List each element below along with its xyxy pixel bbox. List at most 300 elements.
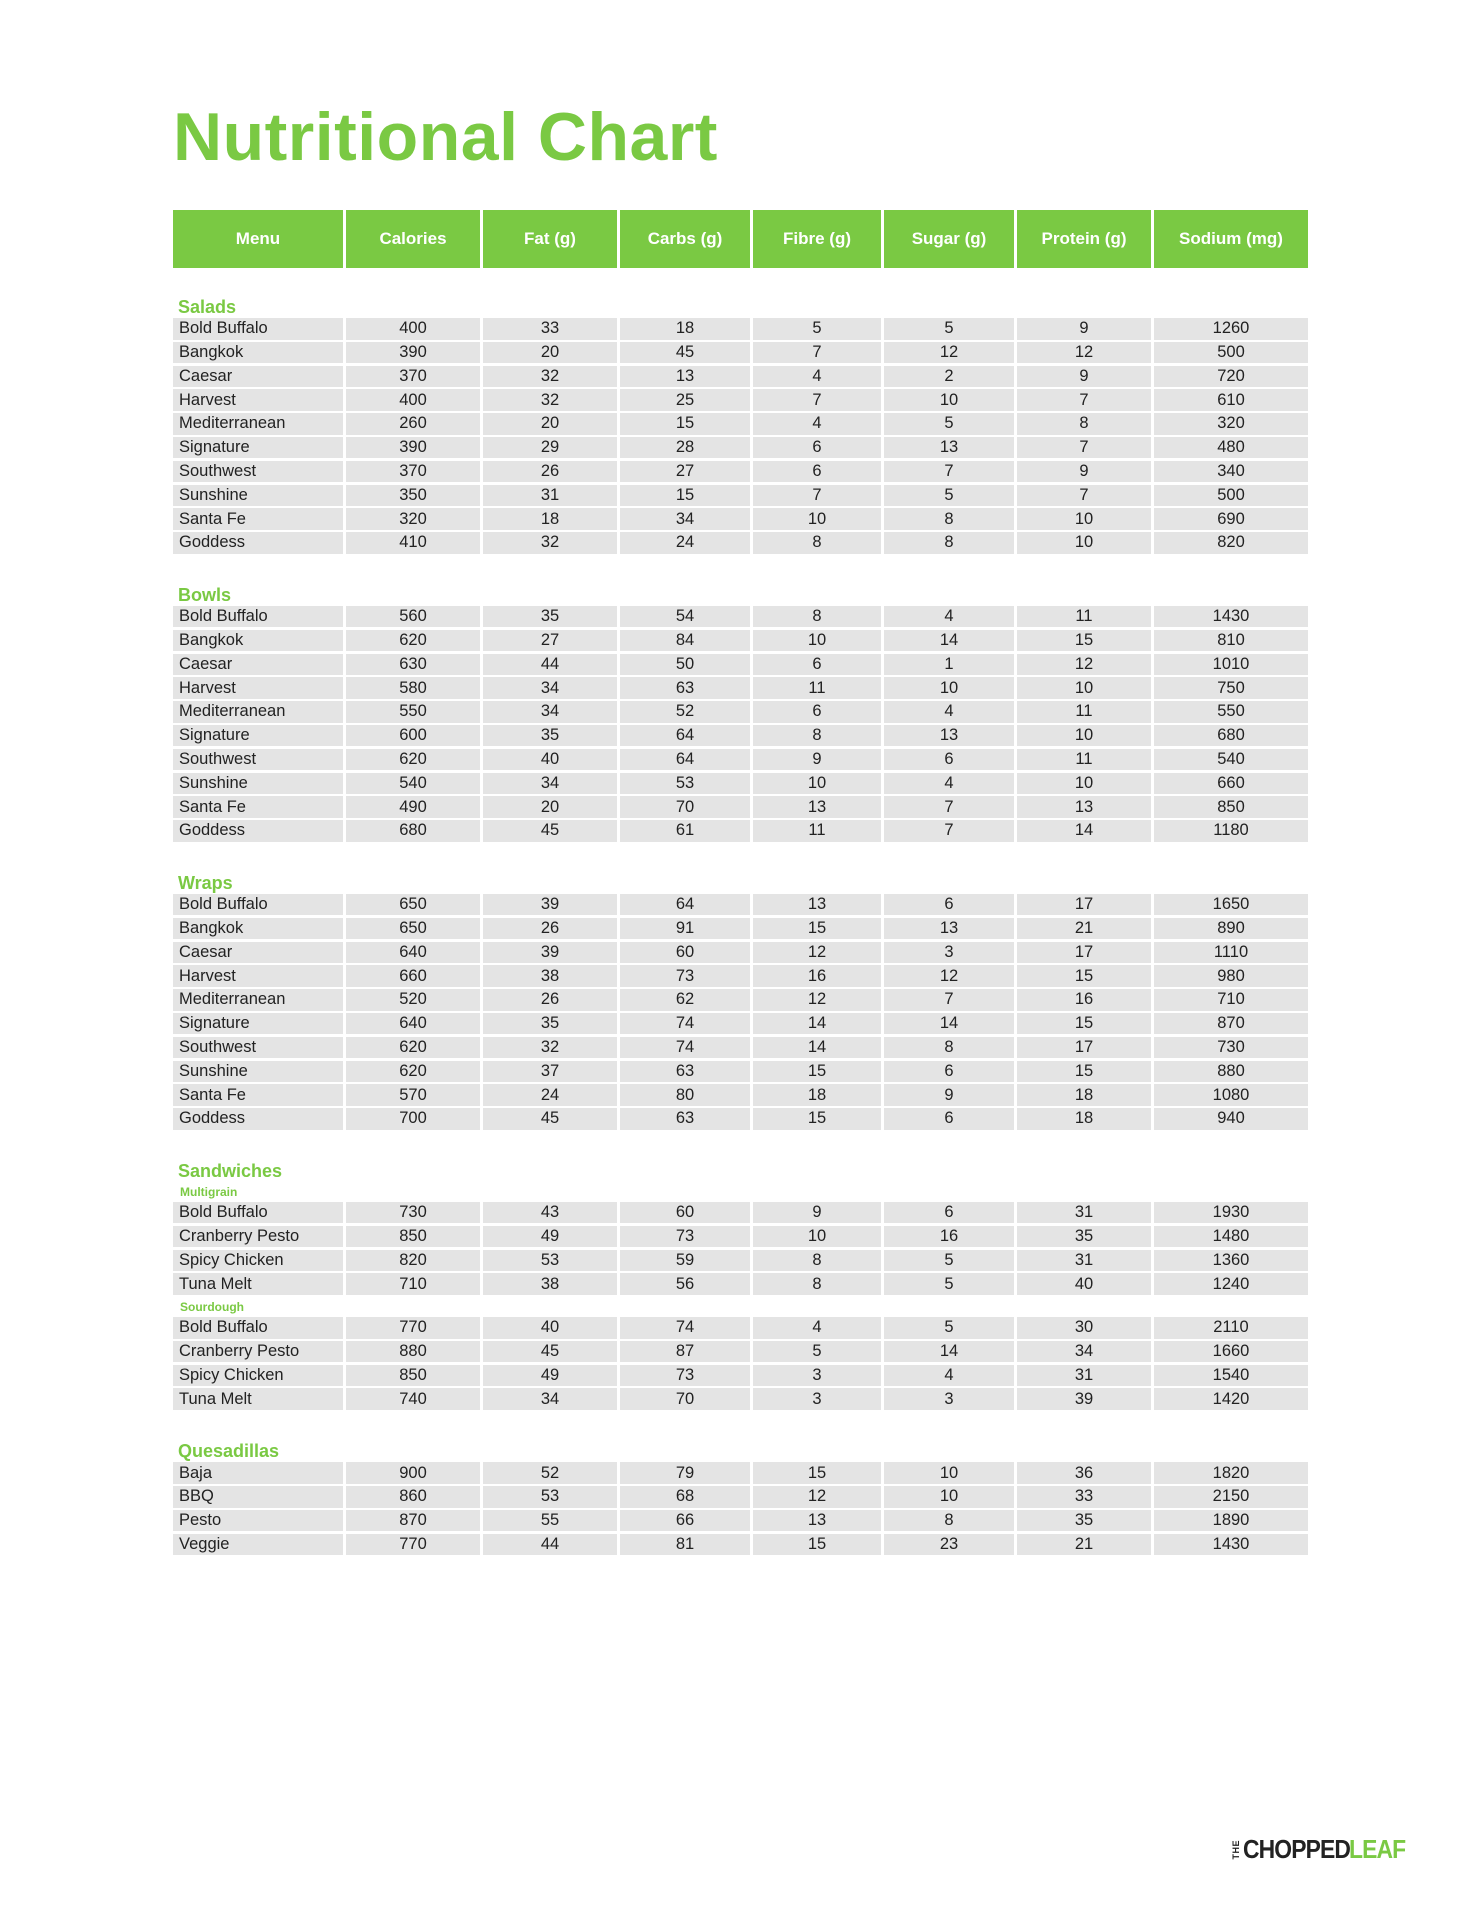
table-cell: 14 xyxy=(753,1013,881,1035)
menu-item-name: Sunshine xyxy=(173,1061,343,1083)
table-cell: 540 xyxy=(1154,749,1308,771)
table-cell: 6 xyxy=(884,894,1014,916)
table-cell: 710 xyxy=(1154,989,1308,1011)
section-title-salads: Salads xyxy=(178,297,237,317)
table-cell: 15 xyxy=(1017,1013,1151,1035)
table-cell: 35 xyxy=(483,1013,617,1035)
table-cell: 490 xyxy=(346,796,480,818)
table-cell: 7 xyxy=(1017,485,1151,507)
table-cell: 1080 xyxy=(1154,1084,1308,1106)
table-cell: 4 xyxy=(884,701,1014,723)
table-cell: 55 xyxy=(483,1510,617,1532)
table-cell: 7 xyxy=(884,989,1014,1011)
table-cell: 410 xyxy=(346,532,480,554)
column-header-2: Fat (g) xyxy=(483,210,617,268)
table-cell: 14 xyxy=(753,1037,881,1059)
table-cell: 680 xyxy=(346,820,480,842)
menu-item-name: Southwest xyxy=(173,1037,343,1059)
table-cell: 8 xyxy=(1017,413,1151,435)
table-cell: 370 xyxy=(346,366,480,388)
table-cell: 14 xyxy=(884,1341,1014,1363)
table-cell: 6 xyxy=(884,1202,1014,1224)
table-cell: 1420 xyxy=(1154,1388,1308,1410)
table-cell: 34 xyxy=(620,508,750,530)
table-cell: 1930 xyxy=(1154,1202,1308,1224)
table-cell: 15 xyxy=(620,485,750,507)
table-cell: 15 xyxy=(1017,965,1151,987)
table-cell: 73 xyxy=(620,965,750,987)
table-cell: 850 xyxy=(346,1226,480,1248)
table-cell: 4 xyxy=(884,773,1014,795)
logo-chopped-text: CHOPPED xyxy=(1243,1834,1350,1864)
table-cell: 10 xyxy=(884,389,1014,411)
table-cell: 50 xyxy=(620,654,750,676)
table-cell: 17 xyxy=(1017,942,1151,964)
table-cell: 10 xyxy=(884,1486,1014,1508)
menu-item-name: Bold Buffalo xyxy=(173,1317,343,1339)
table-cell: 70 xyxy=(620,1388,750,1410)
table-cell: 39 xyxy=(483,942,617,964)
table-cell: 8 xyxy=(753,532,881,554)
table-cell: 70 xyxy=(620,796,750,818)
table-cell: 650 xyxy=(346,918,480,940)
table-cell: 710 xyxy=(346,1273,480,1295)
table-cell: 28 xyxy=(620,437,750,459)
table-cell: 17 xyxy=(1017,1037,1151,1059)
table-cell: 660 xyxy=(1154,773,1308,795)
table-cell: 64 xyxy=(620,749,750,771)
logo-leaf-text: LEAF xyxy=(1348,1834,1405,1864)
table-cell: 350 xyxy=(346,485,480,507)
table-cell: 25 xyxy=(620,389,750,411)
table-cell: 18 xyxy=(1017,1108,1151,1130)
table-cell: 10 xyxy=(753,773,881,795)
subsection-title-sourdough: Sourdough xyxy=(180,1300,244,1315)
table-cell: 7 xyxy=(884,820,1014,842)
table-cell: 320 xyxy=(346,508,480,530)
table-cell: 26 xyxy=(483,918,617,940)
table-cell: 9 xyxy=(884,1084,1014,1106)
table-cell: 16 xyxy=(753,965,881,987)
menu-item-name: Mediterranean xyxy=(173,701,343,723)
table-cell: 60 xyxy=(620,942,750,964)
table-cell: 860 xyxy=(346,1486,480,1508)
table-cell: 820 xyxy=(346,1250,480,1272)
table-cell: 20 xyxy=(483,796,617,818)
table-cell: 15 xyxy=(753,1462,881,1484)
column-header-6: Protein (g) xyxy=(1017,210,1151,268)
table-cell: 32 xyxy=(483,389,617,411)
menu-item-name: Spicy Chicken xyxy=(173,1365,343,1387)
table-cell: 850 xyxy=(1154,796,1308,818)
table-cell: 5 xyxy=(884,413,1014,435)
table-cell: 40 xyxy=(1017,1273,1151,1295)
table-cell: 940 xyxy=(1154,1108,1308,1130)
table-cell: 870 xyxy=(1154,1013,1308,1035)
table-cell: 68 xyxy=(620,1486,750,1508)
table-cell: 7 xyxy=(1017,389,1151,411)
table-cell: 8 xyxy=(884,532,1014,554)
table-cell: 8 xyxy=(884,1510,1014,1532)
column-header-7: Sodium (mg) xyxy=(1154,210,1308,268)
table-cell: 10 xyxy=(1017,773,1151,795)
table-cell: 620 xyxy=(346,1061,480,1083)
table-cell: 1650 xyxy=(1154,894,1308,916)
table-cell: 37 xyxy=(483,1061,617,1083)
table-cell: 87 xyxy=(620,1341,750,1363)
table-cell: 13 xyxy=(884,918,1014,940)
table-cell: 8 xyxy=(753,725,881,747)
table-cell: 32 xyxy=(483,532,617,554)
table-cell: 400 xyxy=(346,318,480,340)
table-cell: 500 xyxy=(1154,485,1308,507)
table-cell: 60 xyxy=(620,1202,750,1224)
table-cell: 26 xyxy=(483,461,617,483)
table-cell: 39 xyxy=(483,894,617,916)
table-cell: 680 xyxy=(1154,725,1308,747)
table-cell: 21 xyxy=(1017,918,1151,940)
table-cell: 12 xyxy=(884,342,1014,364)
table-cell: 9 xyxy=(1017,366,1151,388)
table-cell: 5 xyxy=(884,1250,1014,1272)
table-cell: 390 xyxy=(346,437,480,459)
table-cell: 35 xyxy=(483,725,617,747)
table-cell: 1240 xyxy=(1154,1273,1308,1295)
table-cell: 53 xyxy=(483,1250,617,1272)
table-cell: 81 xyxy=(620,1534,750,1556)
table-cell: 7 xyxy=(753,389,881,411)
column-header-1: Calories xyxy=(346,210,480,268)
table-cell: 1 xyxy=(884,654,1014,676)
nutrition-table xyxy=(173,210,1308,1557)
section-title-sandwiches: Sandwiches xyxy=(178,1160,283,1181)
table-cell: 20 xyxy=(483,413,617,435)
table-cell: 35 xyxy=(483,606,617,628)
table-cell: 91 xyxy=(620,918,750,940)
table-cell: 32 xyxy=(483,1037,617,1059)
table-cell: 30 xyxy=(1017,1317,1151,1339)
table-cell: 10 xyxy=(1017,508,1151,530)
table-cell: 6 xyxy=(753,654,881,676)
table-cell: 79 xyxy=(620,1462,750,1484)
table-cell: 12 xyxy=(753,1486,881,1508)
table-cell: 8 xyxy=(753,606,881,628)
table-cell: 53 xyxy=(483,1486,617,1508)
table-cell: 6 xyxy=(884,749,1014,771)
table-cell: 770 xyxy=(346,1317,480,1339)
table-cell: 2110 xyxy=(1154,1317,1308,1339)
table-cell: 1110 xyxy=(1154,942,1308,964)
table-cell: 14 xyxy=(1017,820,1151,842)
table-cell: 17 xyxy=(1017,894,1151,916)
table-cell: 18 xyxy=(1017,1084,1151,1106)
table-cell: 43 xyxy=(483,1202,617,1224)
table-cell: 56 xyxy=(620,1273,750,1295)
table-cell: 39 xyxy=(1017,1388,1151,1410)
menu-item-name: Southwest xyxy=(173,749,343,771)
table-cell: 16 xyxy=(1017,989,1151,1011)
menu-item-name: Bangkok xyxy=(173,342,343,364)
section-spacer xyxy=(173,268,1308,292)
table-cell: 26 xyxy=(483,989,617,1011)
menu-item-name: Harvest xyxy=(173,677,343,699)
table-cell: 1890 xyxy=(1154,1510,1308,1532)
table-cell: 13 xyxy=(753,894,881,916)
menu-item-name: BBQ xyxy=(173,1486,343,1508)
table-cell: 24 xyxy=(620,532,750,554)
table-cell: 5 xyxy=(884,485,1014,507)
table-cell: 7 xyxy=(753,342,881,364)
table-cell: 10 xyxy=(1017,677,1151,699)
menu-item-name: Sunshine xyxy=(173,773,343,795)
table-cell: 1540 xyxy=(1154,1365,1308,1387)
table-cell: 84 xyxy=(620,630,750,652)
table-cell: 13 xyxy=(884,437,1014,459)
subsection-title-multigrain: Multigrain xyxy=(180,1184,238,1199)
table-cell: 660 xyxy=(346,965,480,987)
table-cell: 10 xyxy=(1017,532,1151,554)
table-cell: 53 xyxy=(620,773,750,795)
table-cell: 11 xyxy=(1017,701,1151,723)
table-cell: 20 xyxy=(483,342,617,364)
table-cell: 14 xyxy=(884,630,1014,652)
table-cell: 750 xyxy=(1154,677,1308,699)
table-cell: 15 xyxy=(753,918,881,940)
table-cell: 27 xyxy=(620,461,750,483)
menu-item-name: Signature xyxy=(173,1013,343,1035)
table-cell: 38 xyxy=(483,1273,617,1295)
table-cell: 34 xyxy=(1017,1341,1151,1363)
menu-item-name: Veggie xyxy=(173,1534,343,1556)
column-header-4: Fibre (g) xyxy=(753,210,881,268)
table-cell: 34 xyxy=(483,773,617,795)
menu-item-name: Bangkok xyxy=(173,630,343,652)
table-cell: 63 xyxy=(620,677,750,699)
table-cell: 620 xyxy=(346,1037,480,1059)
table-cell: 10 xyxy=(753,630,881,652)
menu-item-name: Southwest xyxy=(173,461,343,483)
menu-item-name: Caesar xyxy=(173,654,343,676)
table-cell: 24 xyxy=(483,1084,617,1106)
table-cell: 7 xyxy=(884,796,1014,818)
table-cell: 1820 xyxy=(1154,1462,1308,1484)
menu-item-name: Cranberry Pesto xyxy=(173,1341,343,1363)
menu-item-name: Santa Fe xyxy=(173,508,343,530)
table-cell: 1010 xyxy=(1154,654,1308,676)
table-cell: 980 xyxy=(1154,965,1308,987)
table-cell: 600 xyxy=(346,725,480,747)
table-cell: 45 xyxy=(483,1341,617,1363)
menu-item-name: Tuna Melt xyxy=(173,1388,343,1410)
table-cell: 7 xyxy=(753,485,881,507)
table-cell: 9 xyxy=(753,1202,881,1224)
table-cell: 3 xyxy=(884,942,1014,964)
table-cell: 73 xyxy=(620,1365,750,1387)
table-cell: 9 xyxy=(1017,461,1151,483)
table-cell: 480 xyxy=(1154,437,1308,459)
table-cell: 620 xyxy=(346,749,480,771)
table-cell: 8 xyxy=(753,1273,881,1295)
menu-item-name: Bold Buffalo xyxy=(173,1202,343,1224)
section-spacer xyxy=(173,844,1308,868)
menu-item-name: Santa Fe xyxy=(173,1084,343,1106)
table-cell: 5 xyxy=(884,1317,1014,1339)
table-cell: 23 xyxy=(884,1534,1014,1556)
table-cell: 550 xyxy=(346,701,480,723)
table-cell: 15 xyxy=(753,1108,881,1130)
table-cell: 8 xyxy=(753,1250,881,1272)
table-cell: 66 xyxy=(620,1510,750,1532)
table-cell: 6 xyxy=(753,701,881,723)
table-cell: 34 xyxy=(483,701,617,723)
table-cell: 62 xyxy=(620,989,750,1011)
table-cell: 520 xyxy=(346,989,480,1011)
table-cell: 45 xyxy=(483,1108,617,1130)
table-cell: 11 xyxy=(753,677,881,699)
table-cell: 7 xyxy=(884,461,1014,483)
table-cell: 550 xyxy=(1154,701,1308,723)
table-cell: 340 xyxy=(1154,461,1308,483)
table-cell: 15 xyxy=(1017,1061,1151,1083)
table-cell: 1430 xyxy=(1154,1534,1308,1556)
table-cell: 5 xyxy=(753,318,881,340)
menu-item-name: Caesar xyxy=(173,366,343,388)
table-cell: 4 xyxy=(753,1317,881,1339)
table-cell: 12 xyxy=(1017,654,1151,676)
table-cell: 10 xyxy=(884,677,1014,699)
table-cell: 720 xyxy=(1154,366,1308,388)
table-cell: 630 xyxy=(346,654,480,676)
table-cell: 880 xyxy=(346,1341,480,1363)
table-cell: 40 xyxy=(483,1317,617,1339)
table-cell: 74 xyxy=(620,1013,750,1035)
table-cell: 31 xyxy=(1017,1365,1151,1387)
table-cell: 52 xyxy=(483,1462,617,1484)
menu-item-name: Bold Buffalo xyxy=(173,318,343,340)
table-cell: 35 xyxy=(1017,1510,1151,1532)
table-cell: 7 xyxy=(1017,437,1151,459)
table-cell: 3 xyxy=(753,1388,881,1410)
table-cell: 10 xyxy=(753,1226,881,1248)
table-cell: 5 xyxy=(884,1273,1014,1295)
table-cell: 64 xyxy=(620,894,750,916)
table-cell: 6 xyxy=(884,1061,1014,1083)
table-cell: 44 xyxy=(483,1534,617,1556)
table-cell: 570 xyxy=(346,1084,480,1106)
table-cell: 6 xyxy=(753,461,881,483)
menu-item-name: Goddess xyxy=(173,1108,343,1130)
menu-item-name: Signature xyxy=(173,437,343,459)
table-cell: 13 xyxy=(753,1510,881,1532)
section-title-bowls: Bowls xyxy=(178,584,232,605)
brand-logo xyxy=(1232,1834,1412,1865)
table-cell: 3 xyxy=(753,1365,881,1387)
table-cell: 33 xyxy=(1017,1486,1151,1508)
table-cell: 15 xyxy=(753,1061,881,1083)
table-cell: 29 xyxy=(483,437,617,459)
table-cell: 370 xyxy=(346,461,480,483)
table-cell: 540 xyxy=(346,773,480,795)
table-cell: 13 xyxy=(620,366,750,388)
page-title: Nutritional Chart xyxy=(173,99,718,175)
table-cell: 890 xyxy=(1154,918,1308,940)
menu-item-name: Baja xyxy=(173,1462,343,1484)
table-cell: 12 xyxy=(753,942,881,964)
column-header-3: Carbs (g) xyxy=(620,210,750,268)
table-cell: 850 xyxy=(346,1365,480,1387)
menu-item-name: Goddess xyxy=(173,532,343,554)
table-cell: 610 xyxy=(1154,389,1308,411)
column-header-0: Menu xyxy=(173,210,343,268)
menu-item-name: Bold Buffalo xyxy=(173,606,343,628)
table-cell: 12 xyxy=(753,989,881,1011)
table-cell: 45 xyxy=(620,342,750,364)
table-cell: 11 xyxy=(1017,749,1151,771)
table-cell: 6 xyxy=(753,437,881,459)
table-cell: 650 xyxy=(346,894,480,916)
table-cell: 770 xyxy=(346,1534,480,1556)
table-cell: 10 xyxy=(1017,725,1151,747)
table-cell: 3 xyxy=(884,1388,1014,1410)
menu-item-name: Mediterranean xyxy=(173,989,343,1011)
table-cell: 34 xyxy=(483,1388,617,1410)
table-cell: 2150 xyxy=(1154,1486,1308,1508)
table-cell: 74 xyxy=(620,1317,750,1339)
table-cell: 16 xyxy=(884,1226,1014,1248)
table-cell: 640 xyxy=(346,1013,480,1035)
table-cell: 31 xyxy=(1017,1202,1151,1224)
table-cell: 560 xyxy=(346,606,480,628)
table-cell: 15 xyxy=(620,413,750,435)
table-cell: 61 xyxy=(620,820,750,842)
table-cell: 4 xyxy=(884,606,1014,628)
menu-item-name: Caesar xyxy=(173,942,343,964)
table-cell: 63 xyxy=(620,1061,750,1083)
table-cell: 620 xyxy=(346,630,480,652)
table-cell: 580 xyxy=(346,677,480,699)
table-cell: 34 xyxy=(483,677,617,699)
table-cell: 8 xyxy=(884,508,1014,530)
table-cell: 390 xyxy=(346,342,480,364)
table-cell: 52 xyxy=(620,701,750,723)
menu-item-name: Sunshine xyxy=(173,485,343,507)
table-cell: 18 xyxy=(483,508,617,530)
table-cell: 810 xyxy=(1154,630,1308,652)
table-cell: 730 xyxy=(346,1202,480,1224)
table-cell: 49 xyxy=(483,1226,617,1248)
table-cell: 730 xyxy=(1154,1037,1308,1059)
table-cell: 80 xyxy=(620,1084,750,1106)
table-cell: 59 xyxy=(620,1250,750,1272)
section-spacer xyxy=(173,1132,1308,1156)
table-cell: 40 xyxy=(483,749,617,771)
table-cell: 12 xyxy=(1017,342,1151,364)
table-cell: 6 xyxy=(884,1108,1014,1130)
menu-item-name: Cranberry Pesto xyxy=(173,1226,343,1248)
table-cell: 15 xyxy=(1017,630,1151,652)
table-cell: 35 xyxy=(1017,1226,1151,1248)
table-cell: 45 xyxy=(483,820,617,842)
section-title-quesadillas: Quesadillas xyxy=(178,1441,280,1462)
table-cell: 13 xyxy=(1017,796,1151,818)
table-cell: 1360 xyxy=(1154,1250,1308,1272)
menu-item-name: Goddess xyxy=(173,820,343,842)
table-cell: 320 xyxy=(1154,413,1308,435)
table-cell: 1180 xyxy=(1154,820,1308,842)
section-spacer xyxy=(173,1412,1308,1436)
table-cell: 15 xyxy=(753,1534,881,1556)
table-cell: 74 xyxy=(620,1037,750,1059)
